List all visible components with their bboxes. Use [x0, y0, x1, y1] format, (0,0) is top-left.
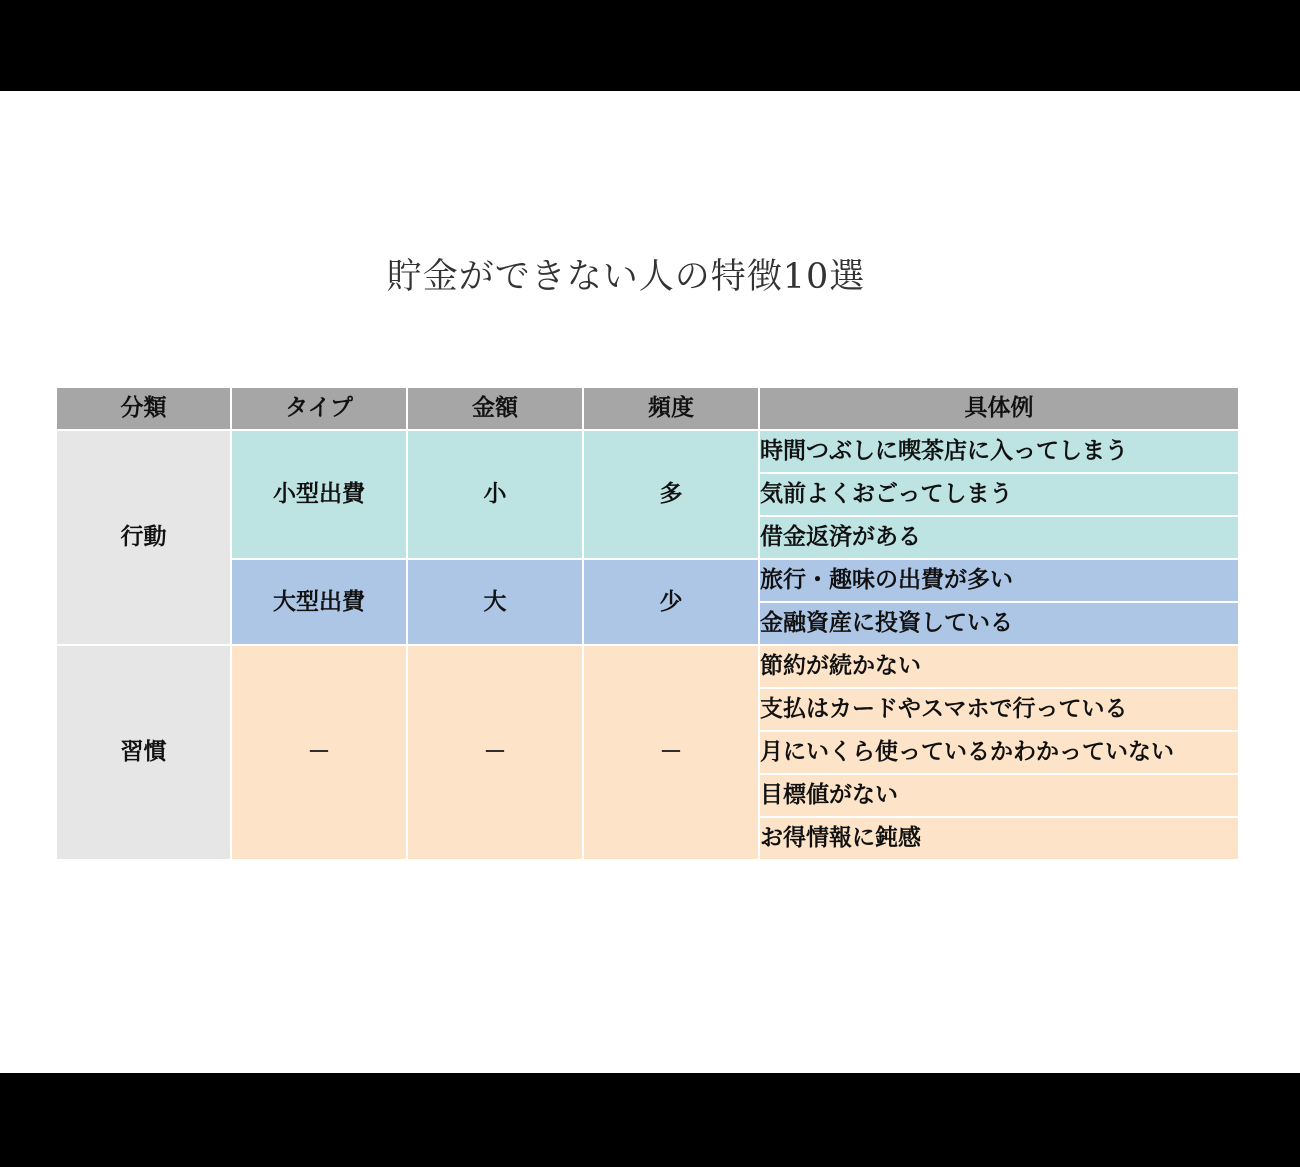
type-cell: 小型出費 [232, 431, 408, 560]
letterbox-bottom [0, 1073, 1300, 1167]
amount-cell: 大 [408, 560, 584, 646]
example-cell: 月にいくら使っているかわかっていない [760, 732, 1238, 775]
header-frequency: 頻度 [584, 388, 760, 431]
letterbox-top [0, 0, 1300, 91]
table-row [57, 646, 1238, 689]
header-examples: 具体例 [760, 388, 1238, 431]
header-type: タイプ [232, 388, 408, 431]
header-category: 分類 [57, 388, 232, 431]
category-cell: 行動 [57, 431, 232, 646]
example-cell: 借金返済がある [760, 517, 1238, 560]
frequency-cell: － [584, 646, 760, 861]
frequency-cell: 多 [584, 431, 760, 560]
type-cell: － [232, 646, 408, 861]
slide [0, 91, 1300, 1073]
table-header-row [57, 388, 1238, 431]
header-amount: 金額 [408, 388, 584, 431]
example-cell: 支払はカードやスマホで行っている [760, 689, 1238, 732]
example-cell: お得情報に鈍感 [760, 818, 1238, 861]
type-cell: 大型出費 [232, 560, 408, 646]
example-cell: 節約が続かない [760, 646, 1238, 689]
example-cell: 気前よくおごってしまう [760, 474, 1238, 517]
slide-title: 貯金ができない人の特徴10選 [386, 257, 866, 297]
table-row [57, 431, 1238, 474]
example-cell: 金融資産に投資している [760, 603, 1238, 646]
table-row [57, 560, 1238, 603]
frequency-cell: 少 [584, 560, 760, 646]
characteristics-table [57, 388, 1238, 861]
example-cell: 旅行・趣味の出費が多い [760, 560, 1238, 603]
amount-cell: － [408, 646, 584, 861]
category-cell: 習慣 [57, 646, 232, 861]
example-cell: 時間つぶしに喫茶店に入ってしまう [760, 431, 1238, 474]
amount-cell: 小 [408, 431, 584, 560]
example-cell: 目標値がない [760, 775, 1238, 818]
